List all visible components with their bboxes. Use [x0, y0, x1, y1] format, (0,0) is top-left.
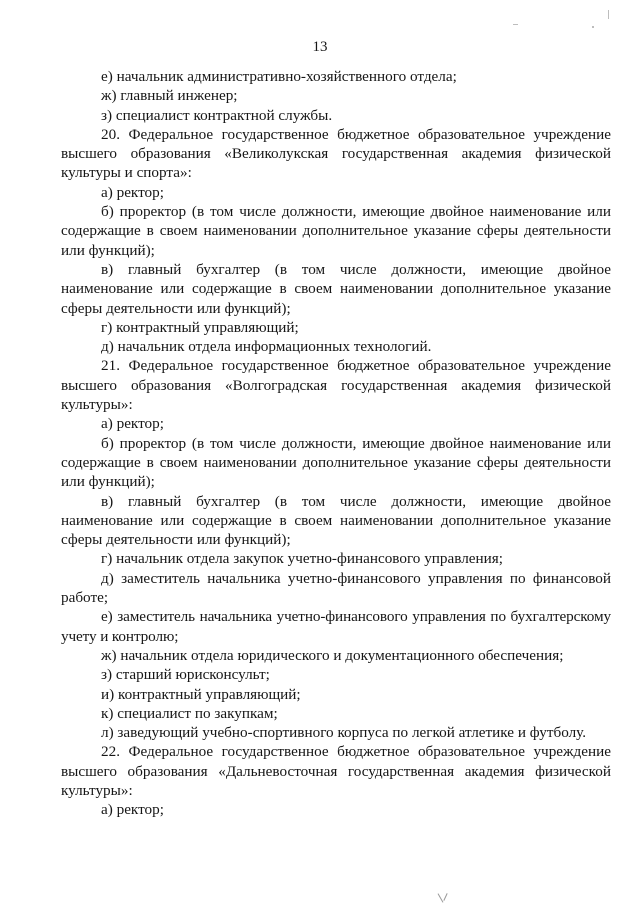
list-item: к) специалист по закупкам;: [101, 704, 278, 722]
document-body: [61, 67, 611, 820]
list-item: а) ректор;: [101, 183, 164, 201]
list-item: б) проректор (в том числе должности, имеющие двойное наименование или содержащие в своем наименовании дополнительное указание сферы деятельности или функций);: [61, 203, 611, 259]
list-item: в) главный бухгалтер (в том числе должности, имеющие двойное наименование или содержащие в своем наименовании дополнительное указание сферы деятельности или функций);: [61, 492, 611, 549]
list-item: и) контрактный управляющий;: [101, 685, 301, 703]
list-item: з) специалист контрактной службы.: [101, 106, 333, 124]
list-item: а) ректор;: [101, 801, 164, 819]
list-item: в) главный бухгалтер (в том числе должности, имеющие двойное наименование или содержащие в своем наименовании дополнительное указание сферы деятельности или функций);: [61, 260, 611, 317]
list-item: е) начальник административно-хозяйственного отдела;: [101, 68, 457, 85]
institution-heading-20: 20. Федеральное государственное бюджетное образовательное учреждение высшего образования «Великолукская государственная академия физической культуры и спорта»:: [61, 125, 611, 182]
list-item: з) старший юрисконсульт;: [101, 666, 270, 684]
list-item: ж) главный инженер;: [101, 87, 238, 105]
scan-mark: [608, 10, 609, 19]
scan-mark: [438, 893, 444, 902]
list-item: л) заведующий учебно-спортивного корпуса по легкой атлетике и футболу.: [101, 724, 587, 742]
scan-mark: [513, 24, 518, 25]
scan-mark: [443, 893, 447, 901]
institution-heading-22: 22. Федеральное государственное бюджетное образовательное учреждение высшего образования «Дальневосточная государственная академия физической культуры»:: [61, 743, 611, 799]
page-number: 13: [312, 39, 328, 55]
list-item: ж) начальник отдела юридического и документационного обеспечения;: [101, 646, 564, 664]
list-item: е) заместитель начальника учетно-финансового управления по бухгалтерскому учету и контролю;: [61, 608, 611, 645]
list-item: б) проректор (в том числе должности, имеющие двойное наименование или содержащие в своем наименовании дополнительное указание сферы деятельности или функций);: [61, 434, 611, 491]
list-item: д) заместитель начальника учетно-финансового управления по финансовой работе;: [61, 569, 611, 607]
list-item: д) начальник отдела информационных технологий.: [101, 338, 432, 356]
scan-mark: [592, 26, 594, 28]
institution-heading-21: 21. Федеральное государственное бюджетное образовательное учреждение высшего образования «Волгоградская государственная академия физической культуры»:: [61, 357, 611, 414]
list-item: г) начальник отдела закупок учетно-финансового управления;: [101, 550, 504, 568]
list-item: г) контрактный управляющий;: [101, 318, 299, 336]
list-item: а) ректор;: [101, 415, 164, 433]
